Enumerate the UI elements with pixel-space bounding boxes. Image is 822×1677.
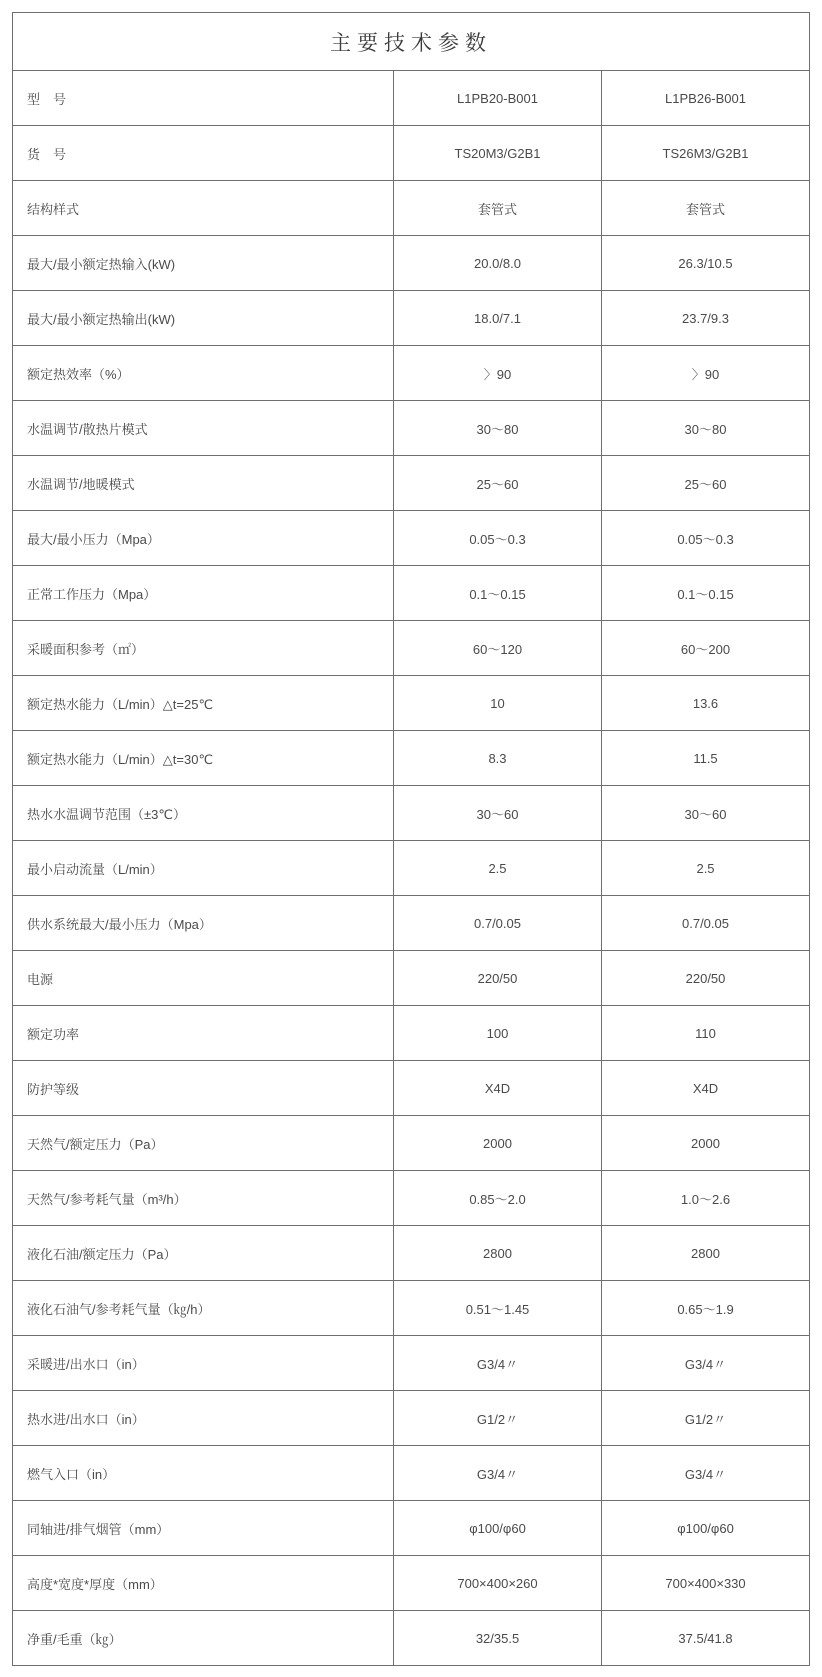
model-1-value: 2.5 [394,841,602,896]
model-2-value: 0.05～0.3 [602,511,810,566]
model-1-value: 25～60 [394,456,602,511]
model-2-value: 2000 [602,1116,810,1171]
model-1-value: 2000 [394,1116,602,1171]
model-1-value: TS20M3/G2B1 [394,126,602,181]
table-row [13,1061,810,1116]
model-2-value: 25～60 [602,456,810,511]
model-2-value: 2800 [602,1226,810,1281]
model-1-value: G1/2〃 [394,1391,602,1446]
model-1-value: φ100/φ60 [394,1501,602,1556]
param-label: 采暖面积参考（㎡） [13,621,394,676]
model-2-value: 30～80 [602,401,810,456]
table-row [13,1116,810,1171]
table-row [13,1006,810,1061]
param-label: 型 号 [13,71,394,126]
param-label: 最大/最小额定热输出(kW) [13,291,394,346]
model-1-value: 20.0/8.0 [394,236,602,291]
table-row [13,346,810,401]
table-row [13,456,810,511]
param-label: 正常工作压力（Mpa） [13,566,394,621]
model-1-value: 0.1～0.15 [394,566,602,621]
param-label: 电源 [13,951,394,1006]
param-label: 采暖进/出水口（in） [13,1336,394,1391]
model-2-value: 60～200 [602,621,810,676]
param-label: 额定热效率（%） [13,346,394,401]
param-label: 高度*宽度*厚度（mm） [13,1556,394,1611]
param-label: 液化石油/额定压力（Pa） [13,1226,394,1281]
table-row [13,1281,810,1336]
model-1-value: 0.05～0.3 [394,511,602,566]
table-row [13,621,810,676]
table-row [13,951,810,1006]
param-label: 天然气/参考耗气量（m³/h） [13,1171,394,1226]
table-row [13,1336,810,1391]
table-title: 主要技术参数 [13,13,810,71]
param-label: 防护等级 [13,1061,394,1116]
model-2-value: 套管式 [602,181,810,236]
model-1-value: L1PB20-B001 [394,71,602,126]
model-2-value: G3/4〃 [602,1446,810,1501]
model-1-value: 〉90 [394,346,602,401]
model-1-value: 套管式 [394,181,602,236]
table-row [13,841,810,896]
model-1-value: G3/4〃 [394,1446,602,1501]
table-row [13,1171,810,1226]
model-2-value: G3/4〃 [602,1336,810,1391]
model-1-value: 10 [394,676,602,731]
model-2-value: 〉90 [602,346,810,401]
table-row [13,1226,810,1281]
model-2-value: 0.1～0.15 [602,566,810,621]
table-row [13,1501,810,1556]
model-2-value: 23.7/9.3 [602,291,810,346]
model-2-value: 2.5 [602,841,810,896]
spec-table [12,12,810,1666]
table-row [13,126,810,181]
table-row [13,566,810,621]
model-2-value: φ100/φ60 [602,1501,810,1556]
model-2-value: X4D [602,1061,810,1116]
model-1-value: 8.3 [394,731,602,786]
model-1-value: 30～80 [394,401,602,456]
model-1-value: 220/50 [394,951,602,1006]
table-row [13,1556,810,1611]
model-2-value: 26.3/10.5 [602,236,810,291]
table-row [13,1611,810,1666]
model-1-value: 32/35.5 [394,1611,602,1666]
model-2-value: L1PB26-B001 [602,71,810,126]
param-label: 结构样式 [13,181,394,236]
model-1-value: 2800 [394,1226,602,1281]
model-1-value: X4D [394,1061,602,1116]
model-2-value: 37.5/41.8 [602,1611,810,1666]
model-2-value: 30～60 [602,786,810,841]
table-row [13,786,810,841]
model-2-value: 1.0～2.6 [602,1171,810,1226]
model-1-value: G3/4〃 [394,1336,602,1391]
table-row [13,676,810,731]
model-1-value: 60～120 [394,621,602,676]
model-2-value: G1/2〃 [602,1391,810,1446]
model-2-value: TS26M3/G2B1 [602,126,810,181]
param-label: 货 号 [13,126,394,181]
param-label: 额定热水能力（L/min）△t=25℃ [13,676,394,731]
table-row [13,1446,810,1501]
model-2-value: 11.5 [602,731,810,786]
model-1-value: 0.51～1.45 [394,1281,602,1336]
param-label: 额定热水能力（L/min）△t=30℃ [13,731,394,786]
model-1-value: 0.7/0.05 [394,896,602,951]
model-2-value: 700×400×330 [602,1556,810,1611]
param-label: 最大/最小额定热输入(kW) [13,236,394,291]
table-row [13,511,810,566]
model-1-value: 0.85～2.0 [394,1171,602,1226]
param-label: 额定功率 [13,1006,394,1061]
model-2-value: 0.7/0.05 [602,896,810,951]
model-1-value: 18.0/7.1 [394,291,602,346]
table-row [13,401,810,456]
table-row [13,731,810,786]
param-label: 水温调节/地暖模式 [13,456,394,511]
param-label: 供水系统最大/最小压力（Mpa） [13,896,394,951]
model-1-value: 700×400×260 [394,1556,602,1611]
param-label: 液化石油气/参考耗气量（㎏/h） [13,1281,394,1336]
param-label: 同轴进/排气烟管（mm） [13,1501,394,1556]
model-1-value: 100 [394,1006,602,1061]
param-label: 最大/最小压力（Mpa） [13,511,394,566]
table-row [13,236,810,291]
param-label: 最小启动流量（L/min） [13,841,394,896]
model-2-value: 13.6 [602,676,810,731]
model-1-value: 30～60 [394,786,602,841]
model-2-value: 220/50 [602,951,810,1006]
param-label: 燃气入口（in） [13,1446,394,1501]
param-label: 天然气/额定压力（Pa） [13,1116,394,1171]
param-label: 水温调节/散热片模式 [13,401,394,456]
table-row [13,181,810,236]
table-row [13,1391,810,1446]
table-row [13,291,810,346]
title-row [13,13,810,71]
model-2-value: 110 [602,1006,810,1061]
table-row [13,71,810,126]
model-2-value: 0.65～1.9 [602,1281,810,1336]
param-label: 热水水温调节范围（±3℃） [13,786,394,841]
param-label: 热水进/出水口（in） [13,1391,394,1446]
param-label: 净重/毛重（㎏） [13,1611,394,1666]
table-row [13,896,810,951]
